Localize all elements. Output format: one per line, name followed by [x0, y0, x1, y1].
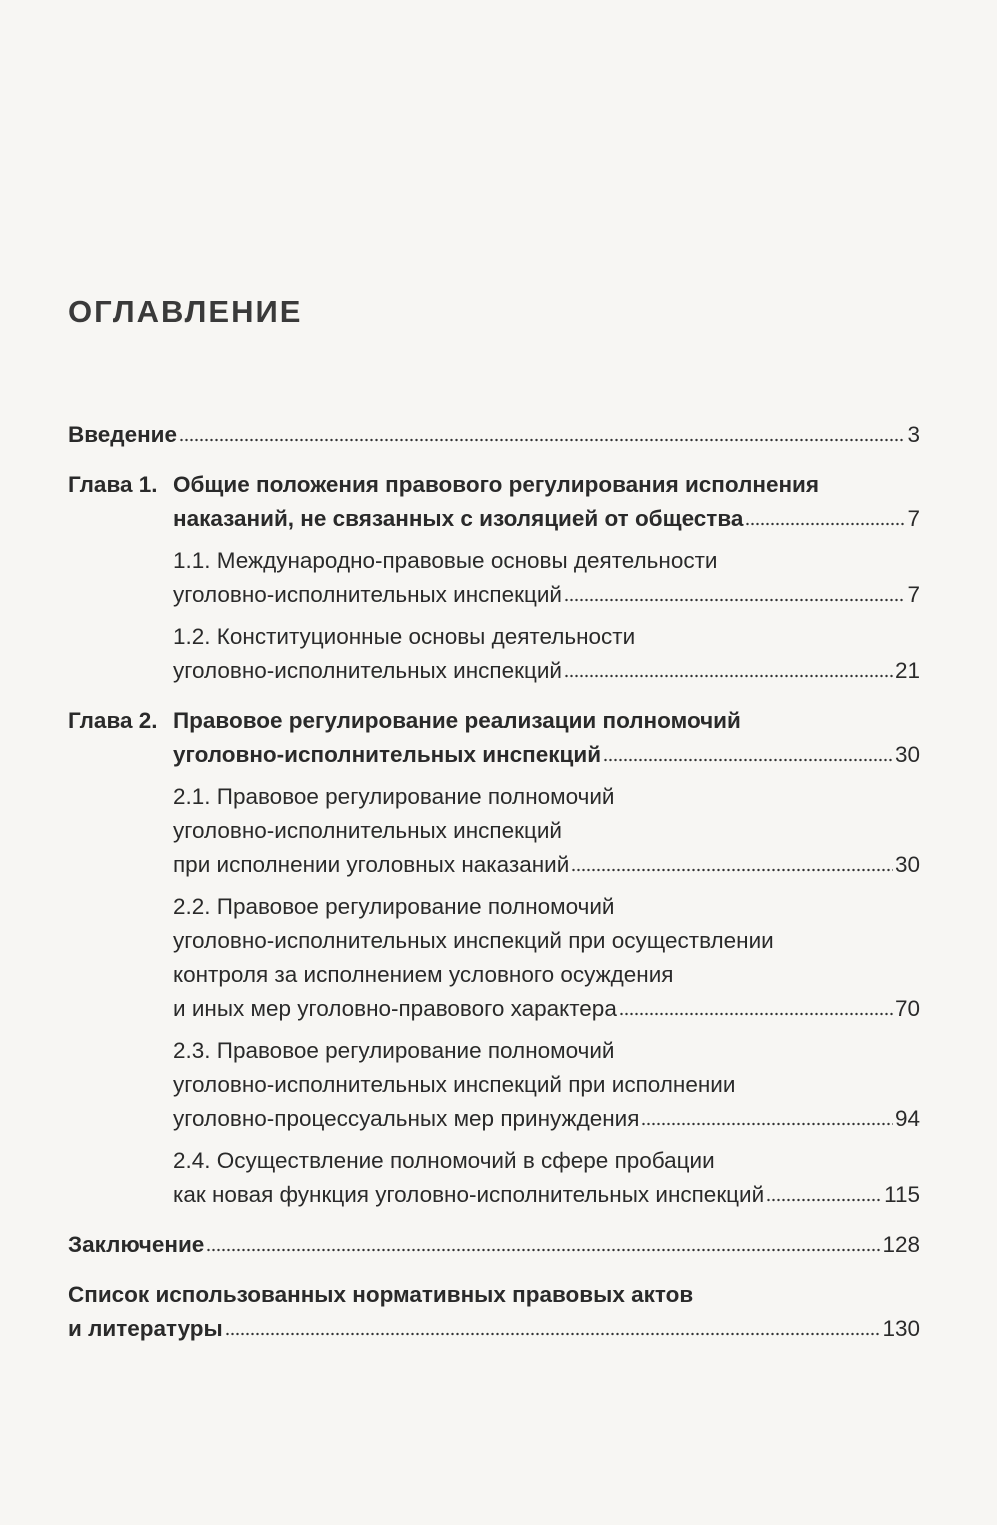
section-title-line: уголовно-исполнительных инспекций при исполнении — [173, 1072, 736, 1097]
dot-leader — [206, 1230, 880, 1252]
section-title-line: 2.1. Правовое регулирование полномочий — [173, 784, 615, 809]
chapter-title-line: Правовое регулирование реализации полномочий — [173, 708, 741, 733]
section-title-line: и иных мер уголовно-правового характера — [173, 996, 617, 1021]
toc-entry-section-2-1[interactable] — [68, 780, 920, 882]
page-number: 30 — [894, 852, 920, 877]
chapter-number: Глава 1. — [68, 472, 158, 497]
section-title-line: 2.3. Правовое регулирование полномочий — [173, 1038, 615, 1063]
dot-leader — [225, 1314, 881, 1336]
section-title-line: уголовно-исполнительных инспекций — [173, 658, 562, 683]
section-title-line: при исполнении уголовных наказаний — [173, 852, 570, 877]
toc-entry-section-2-3[interactable] — [68, 1034, 920, 1136]
toc-label: Заключение — [68, 1232, 205, 1257]
dot-leader — [766, 1180, 882, 1202]
dot-leader — [619, 994, 893, 1016]
toc-entry-section-1-1[interactable] — [68, 544, 920, 612]
page-number: 115 — [884, 1182, 920, 1207]
toc-entry-section-2-4[interactable] — [68, 1144, 920, 1212]
dot-leader — [603, 740, 893, 762]
toc-label: Список использованных нормативных правовых актов — [68, 1282, 694, 1307]
page-number: 128 — [882, 1232, 920, 1257]
page-number: 94 — [894, 1106, 920, 1131]
page-number: 7 — [907, 506, 920, 531]
page-number: 21 — [894, 658, 920, 683]
toc-entry-chapter-2[interactable] — [68, 704, 920, 772]
page-title: ОГЛАВЛЕНИЕ — [68, 294, 303, 329]
page-number: 3 — [907, 422, 920, 447]
table-of-contents — [68, 418, 920, 1346]
toc-entry-conclusion[interactable] — [68, 1228, 920, 1262]
page-number: 30 — [894, 742, 920, 767]
section-title-line: как новая функция уголовно-исполнительных инспекций — [173, 1182, 765, 1207]
dot-leader — [745, 504, 905, 526]
chapter-title-line: уголовно-исполнительных инспекций — [173, 742, 602, 767]
page-number: 7 — [907, 582, 920, 607]
dot-leader — [571, 850, 893, 872]
dot-leader — [641, 1104, 893, 1126]
toc-entry-chapter-1[interactable] — [68, 468, 920, 536]
toc-entry-introduction[interactable] — [68, 418, 920, 452]
dot-leader — [564, 656, 893, 678]
toc-label: и литературы — [68, 1316, 223, 1341]
chapter-number: Глава 2. — [68, 708, 158, 733]
section-title-line: 1.1. Международно-правовые основы деятельности — [173, 548, 718, 573]
toc-entry-section-2-2[interactable] — [68, 890, 920, 1026]
toc-entry-section-1-2[interactable] — [68, 620, 920, 688]
dot-leader — [179, 420, 905, 442]
section-title-line: контроля за исполнением условного осуждения — [173, 962, 674, 987]
section-title-line: уголовно-исполнительных инспекций при осуществлении — [173, 928, 774, 953]
toc-label: Введение — [68, 422, 178, 447]
dot-leader — [564, 580, 906, 602]
page-number: 70 — [894, 996, 920, 1021]
section-title-line: 2.4. Осуществление полномочий в сфере пробации — [173, 1148, 715, 1173]
chapter-title-line: наказаний, не связанных с изоляцией от общества — [173, 506, 744, 531]
toc-entry-references[interactable] — [68, 1278, 920, 1346]
section-title-line: уголовно-процессуальных мер принуждения — [173, 1106, 640, 1131]
page-number: 130 — [882, 1316, 920, 1341]
section-title-line: 1.2. Конституционные основы деятельности — [173, 624, 636, 649]
section-title-line: 2.2. Правовое регулирование полномочий — [173, 894, 615, 919]
section-title-line: уголовно-исполнительных инспекций — [173, 818, 562, 843]
section-title-line: уголовно-исполнительных инспекций — [173, 582, 562, 607]
chapter-title-line: Общие положения правового регулирования исполнения — [173, 472, 820, 497]
